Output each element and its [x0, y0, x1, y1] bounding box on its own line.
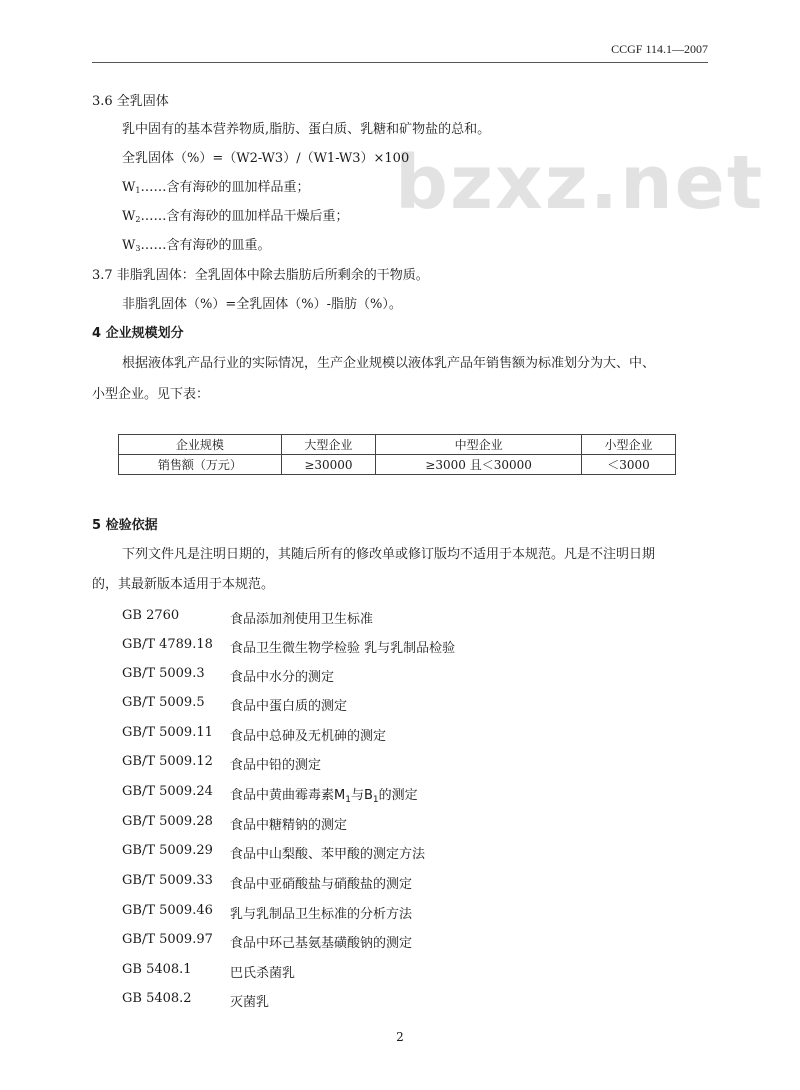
table-cell: ＜3000: [582, 455, 676, 475]
reference-code: GB/T 5009.24: [122, 784, 213, 799]
enterprise-scale-table: [118, 434, 676, 475]
section-3-7-formula: 非脂乳固体（%）=全乳固体（%）-脂肪（%）。: [122, 297, 402, 312]
variable-w3: [122, 238, 270, 257]
table-header-cell: 小型企业: [582, 435, 676, 455]
section-5-para-line2: 的，其最新版本适用于本规范。: [92, 577, 275, 592]
aflatoxin-b-subscript: 1: [372, 795, 379, 805]
reference-name: 食品卫生微生物学检验 乳与乳制品检验: [230, 641, 456, 656]
page-number: 2: [396, 1030, 404, 1044]
reference-code: GB 5408.1: [122, 962, 192, 977]
reference-code: GB/T 5009.97: [122, 932, 213, 947]
w2-symbol: W: [122, 209, 136, 224]
reference-code: GB/T 5009.12: [122, 754, 213, 769]
header-code: CCGF 114.1—2007: [611, 42, 708, 56]
reference-code: GB/T 5009.46: [122, 903, 213, 918]
variable-w1: [122, 180, 309, 199]
reference-name: [230, 784, 418, 805]
reference-code: GB/T 5009.33: [122, 873, 213, 888]
reference-name: 食品中糖精钠的测定: [230, 818, 348, 833]
reference-code: GB/T 5009.28: [122, 814, 213, 829]
reference-name: 食品中蛋白质的测定: [230, 699, 348, 714]
w1-symbol: W: [122, 180, 136, 195]
aflatoxin-and: 与: [350, 788, 364, 803]
w2-subscript: 2: [135, 215, 141, 224]
aflatoxin-prefix: 食品中黄曲霉毒素: [230, 788, 335, 803]
reference-name: 食品中亚硝酸盐与硝酸盐的测定: [230, 877, 413, 892]
variable-w2: [122, 209, 348, 228]
aflatoxin-m-subscript: 1: [345, 795, 351, 805]
aflatoxin-suffix: 的测定: [378, 788, 418, 803]
w3-text: ……含有海砂的皿重。: [140, 238, 271, 253]
w3-symbol: W: [122, 238, 136, 253]
aflatoxin-b: B: [363, 788, 373, 803]
reference-name: 食品中山梨酸、苯甲酸的测定方法: [230, 847, 426, 862]
reference-code: GB 5408.2: [122, 991, 192, 1006]
table-cell: ≥3000 且＜30000: [376, 455, 582, 475]
section-3-6-desc: 乳中固有的基本营养物质,脂肪、蛋白质、乳糖和矿物盐的总和。: [122, 122, 491, 137]
aflatoxin-m: M: [334, 788, 346, 803]
table-cell: 销售额（万元）: [119, 455, 282, 475]
section-4-para-line1: 根据液体乳产品行业的实际情况，生产企业规模以液体乳产品年销售额为标准划分为大、中、: [122, 356, 656, 371]
table-row: [119, 455, 676, 475]
section-5-para-line1: 下列文件凡是注明日期的，其随后所有的修改单或修订版均不适用于本规范。凡是不注明日期: [122, 547, 656, 562]
reference-code: GB/T 4789.18: [122, 637, 213, 652]
reference-code: GB/T 5009.5: [122, 695, 205, 710]
w2-text: ……含有海砂的皿加样品干燥后重；: [140, 209, 349, 224]
reference-name: 食品中水分的测定: [230, 670, 335, 685]
reference-name: 食品添加剂使用卫生标准: [230, 612, 374, 627]
reference-name: 乳与乳制品卫生标准的分析方法: [230, 907, 413, 922]
reference-code: GB/T 5009.29: [122, 843, 213, 858]
table-cell: ≥30000: [281, 455, 375, 475]
header-rule: [92, 62, 708, 63]
reference-name: 灭菌乳: [230, 995, 270, 1010]
section-5-title: 5 检验依据: [92, 518, 158, 533]
w1-subscript: 1: [135, 186, 141, 195]
table-header-cell: 中型企业: [376, 435, 582, 455]
reference-name: 巴氏杀菌乳: [230, 966, 296, 981]
watermark: bzxz.net: [395, 140, 765, 226]
table-header-cell: 大型企业: [281, 435, 375, 455]
section-4-para-line2: 小型企业。见下表：: [92, 387, 210, 402]
w1-text: ……含有海砂的皿加样品重；: [140, 180, 310, 195]
table-header-row: [119, 435, 676, 455]
section-3-7-title: 3.7 非脂乳固体：全乳固体中除去脂肪后所剩余的干物质。: [92, 268, 429, 283]
section-4-title: 4 企业规模划分: [92, 326, 184, 341]
table-header-cell: 企业规模: [119, 435, 282, 455]
reference-name: 食品中环己基氨基磺酸钠的测定: [230, 936, 413, 951]
reference-code: GB/T 5009.3: [122, 666, 205, 681]
reference-name: 食品中铅的测定: [230, 758, 322, 773]
section-3-6-title: 3.6 全乳固体: [92, 94, 169, 109]
w3-subscript: 3: [135, 244, 141, 253]
reference-name: 食品中总砷及无机砷的测定: [230, 729, 387, 744]
section-3-6-formula: 全乳固体（%）=（W2-W3）/（W1-W3）×100: [122, 151, 410, 166]
reference-code: GB/T 5009.11: [122, 725, 213, 740]
reference-code: GB 2760: [122, 608, 180, 623]
